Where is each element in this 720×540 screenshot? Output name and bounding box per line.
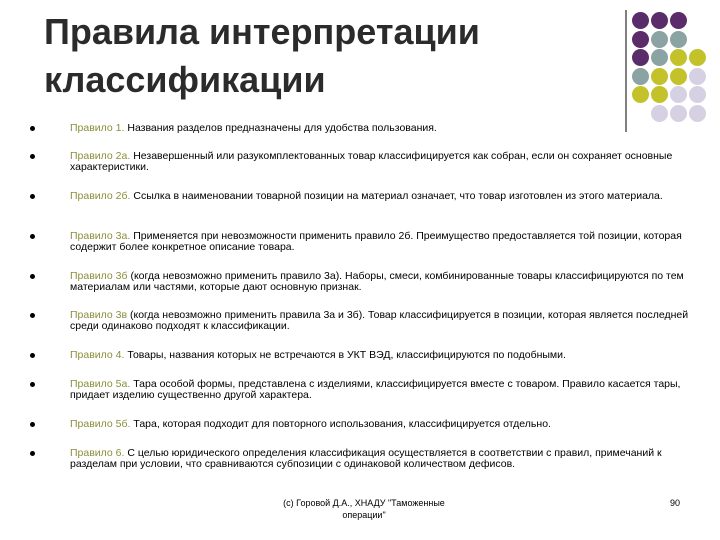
slide-title-line-1: Правила интерпретации [44,11,480,52]
decorative-dot [632,49,649,66]
bullet-icon [30,126,35,131]
rule-label: Правило 5а. [70,378,131,390]
footer-copyright-line-1: (c) Горовой Д.А., ХНАДУ "Таможенные [283,498,445,508]
rule-label: Правило 3в [70,309,128,321]
rule-text [70,123,690,134]
rule-text [70,191,690,202]
rule-label: Правило 6. [70,447,125,459]
footer-copyright [258,497,470,521]
bullet-icon [30,382,35,387]
rule-description: Товары, названия которых не встречаются в УКТ ВЭД, классифицируются по подобными. [124,349,566,361]
decorative-dot [670,31,687,48]
bullet-icon [30,274,35,279]
rule-label: Правило 3а. [70,230,131,242]
page-number: 90 [669,498,680,508]
rule-text [70,419,690,430]
decorative-dot [632,86,649,103]
decorative-dot [632,31,649,48]
rule-text [70,379,690,401]
decorative-dot [689,86,706,103]
decorative-dot [689,105,706,122]
decorative-dot [651,68,668,85]
footer-copyright-line-2: операции" [342,510,386,520]
rule-label: Правило 1. [70,122,125,134]
rule-text [70,310,690,332]
decorative-dot [670,105,687,122]
rule-description: Тара особой формы, представлена с изделиями, классифицируется вместе с товаром. Правило касается тары, придает изделию существенно другой характера. [70,378,681,401]
decorative-dot [651,105,668,122]
rule-text [70,350,690,361]
rule-text [70,271,690,293]
bullet-icon [30,451,35,456]
rule-description: Названия разделов предназначены для удобства пользования. [124,122,437,134]
bullet-icon [30,353,35,358]
decorative-dot [670,49,687,66]
decorative-dot-grid [632,12,718,124]
decorative-dot [670,68,687,85]
slide-title [44,8,604,104]
bullet-icon [30,234,35,239]
decorative-dot [689,68,706,85]
rule-description: Ссылка в наименовании товарной позиции на материал означает, что товар изготовлен из этого материала. [130,190,663,202]
rule-description: (когда невозможно применить правило 3а). Наборы, смеси, комбинированные товары классифицируются по тем материалам или частями, которые дают основную признак. [70,270,684,293]
decorative-dot [651,49,668,66]
rule-description: Незавершенный или разукомплектованных товар классифицируется как собран, если он сохраняет основные характеристики. [70,150,673,173]
rule-text [70,231,690,253]
decorative-dot [632,68,649,85]
decorative-dot [651,31,668,48]
rule-label: Правило 2а. [70,150,131,162]
rule-label: Правило 5б. [70,418,131,430]
slide-title-line-2: классификации [44,59,326,100]
rule-label: Правило 2б. [70,190,131,202]
rule-label: Правило 3б [70,270,128,282]
bullet-icon [30,313,35,318]
decorative-dot [651,86,668,103]
decorative-dot [670,86,687,103]
decorative-dot [651,12,668,29]
bullet-icon [30,422,35,427]
rule-description: Тара, которая подходит для повторного использования, классифицируется отдельно. [130,418,551,430]
rule-label: Правило 4. [70,349,125,361]
decorative-dot [689,49,706,66]
rule-description: Применяется при невозможности применить правило 2б. Преимущество предоставляется той позиции, которая содержит более конкретное описание товара. [70,230,682,253]
decorative-dot [632,12,649,29]
rule-text [70,151,690,173]
bullet-icon [30,154,35,159]
rule-description: С целью юридического определения классификация осуществляется в соответствии с правил, примечаний к разделам при условии, что сравниваются субпозиции с одинаковой количеством дефисов. [70,447,662,470]
rule-text [70,448,690,470]
decorative-dot [670,12,687,29]
rule-description: (когда невозможно применить правила 3а и 3б). Товар классифицируется в позиции, которая является последней среди одинаково подходят к классификации. [70,309,689,332]
bullet-icon [30,194,35,199]
title-divider-line [625,10,627,132]
